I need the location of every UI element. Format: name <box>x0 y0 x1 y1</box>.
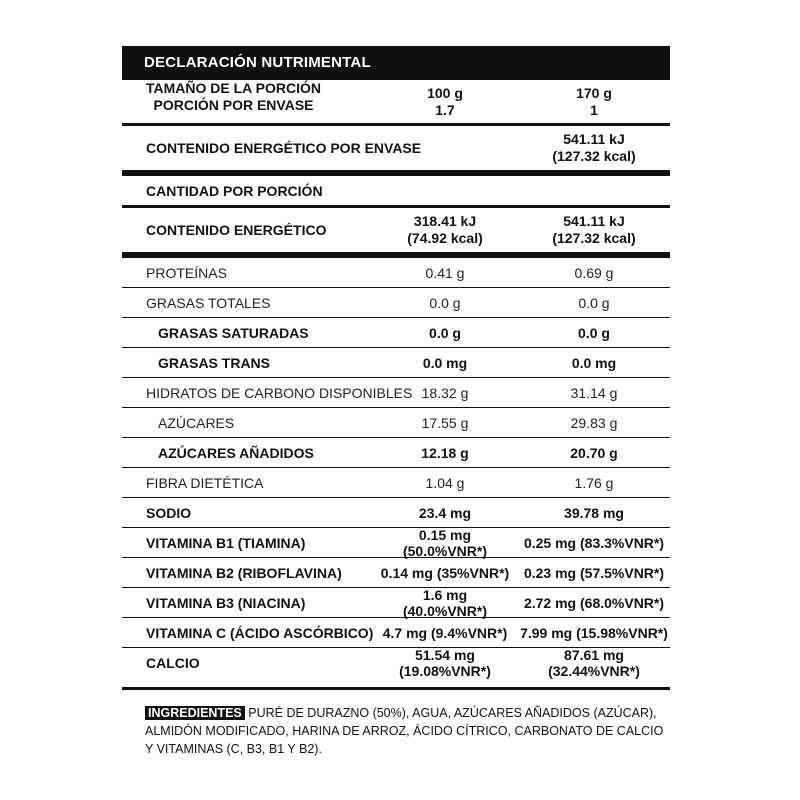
serving-count-170: 1 <box>590 101 598 118</box>
nutrient-value-100: 1.6 mg (40.0%VNR*) <box>402 586 488 619</box>
nutrient-value-100: 1.04 g <box>425 474 465 491</box>
nutrient-row-fibra <box>122 468 670 498</box>
ingredients-text: PURÉ DE DURAZNO (50%), AGUA, AZÚCARES AÑADIDOS (AZÚCAR), ALMIDÓN MODIFICADO, HARINA DE ARROZ, ÁCIDO CÍTRICO, CARBONATO DE CALCIO Y VITAMINAS (C, B3, B1 Y B2). <box>145 706 664 756</box>
nutrient-value-100: 18.32 g <box>421 384 469 401</box>
nutrient-label: GRASAS TOTALES <box>146 294 271 311</box>
nutrient-row-vitamina-b3 <box>122 588 670 618</box>
nutrient-label: AZÚCARES <box>158 414 235 431</box>
nutrient-row-grasas-saturadas <box>122 318 670 348</box>
serving-count-100: 1.7 <box>435 101 455 118</box>
nutrient-value-170: 29.83 g <box>570 414 618 431</box>
nutrient-row-vitamina-c <box>122 618 670 648</box>
nutrient-value-100: 17.55 g <box>421 414 469 431</box>
energy-kcal-170: (127.32 kcal) <box>552 230 636 246</box>
serving-row <box>122 80 670 126</box>
nutrient-value-100: 0.0 g <box>429 324 461 341</box>
nutrient-value-170: 39.78 mg <box>564 504 624 521</box>
nutrient-label: CALCIO <box>146 655 200 671</box>
nutrient-label: FIBRA DIETÉTICA <box>146 474 264 491</box>
ingredients-block <box>145 704 665 758</box>
nutrient-value-100: 0.41 g <box>425 264 465 281</box>
nutrient-value-170: 1.76 g <box>574 474 614 491</box>
nutrient-value-170: 0.69 g <box>574 264 614 281</box>
per-serving-row <box>122 176 670 208</box>
energy-kj-170: 541.11 kJ <box>563 213 625 229</box>
nutrient-value-170: 20.70 g <box>570 444 618 461</box>
serving-size-100: 100 g <box>427 84 463 101</box>
energy-kj-100: 318.41 kJ <box>413 213 477 229</box>
energy-container-row <box>122 126 670 176</box>
nutrition-table <box>122 46 670 678</box>
serving-size-label: TAMAÑO DE LA PORCIÓN <box>146 80 321 96</box>
nutrient-value-100: 0.0 mg <box>422 354 468 371</box>
nutrient-row-proteinas <box>122 258 670 288</box>
energy-container-kj: 541.11 kJ <box>563 131 625 147</box>
nutrient-label: VITAMINA B3 (NIACINA) <box>146 594 306 611</box>
nutrient-value-170: 0.0 g <box>578 294 610 311</box>
nutrient-label: SODIO <box>146 504 192 521</box>
nutrient-label: AZÚCARES AÑADIDOS <box>158 444 314 461</box>
nutrient-label: GRASAS TRANS <box>158 354 271 371</box>
nutrient-label: GRASAS SATURADAS <box>158 324 309 341</box>
nutrient-value-170: 2.72 mg (68.0%VNR*) <box>523 594 665 611</box>
nutrient-value-100: 4.7 mg (9.4%VNR*) <box>382 624 508 641</box>
nutrient-row-vitamina-b1 <box>122 528 670 558</box>
servings-per-container-label: PORCIÓN POR ENVASE <box>153 97 314 113</box>
energy-row <box>122 208 670 258</box>
energy-label: CONTENIDO ENERGÉTICO <box>146 222 327 238</box>
energy-container-kcal: (127.32 kcal) <box>552 148 636 164</box>
nutrient-value-100: 51.54 mg (19.08%VNR*) <box>399 647 491 679</box>
nutrient-row-grasas-trans <box>122 348 670 378</box>
nutrient-value-100: 0.15 mg (50.0%VNR*) <box>402 526 488 559</box>
table-bottom-rule <box>122 687 670 690</box>
nutrient-value-100: 12.18 g <box>421 444 469 461</box>
nutrient-label: VITAMINA B1 (TIAMINA) <box>146 534 306 551</box>
nutrient-row-calcio <box>122 648 670 678</box>
per-serving-label: CANTIDAD POR PORCIÓN <box>146 182 323 199</box>
nutrient-value-170: 31.14 g <box>570 384 618 401</box>
nutrient-row-hidratos <box>122 378 670 408</box>
nutrient-row-sodio <box>122 498 670 528</box>
ingredients-tag: INGREDIENTES <box>145 706 245 720</box>
nutrient-label: VITAMINA C (ÁCIDO ASCÓRBICO) <box>146 624 374 641</box>
energy-container-label: CONTENIDO ENERGÉTICO POR ENVASE <box>146 140 422 156</box>
nutrient-value-170: 0.23 mg (57.5%VNR*) <box>523 564 665 581</box>
nutrient-value-170: 0.0 mg <box>571 354 617 371</box>
nutrient-value-170: 87.61 mg (32.44%VNR*) <box>548 647 640 679</box>
table-title: DECLARACIÓN NUTRIMENTAL <box>122 46 670 80</box>
serving-size-170: 170 g <box>576 84 612 101</box>
nutrient-label: HIDRATOS DE CARBONO DISPONIBLES <box>146 384 413 401</box>
nutrient-label: PROTEÍNAS <box>146 264 227 281</box>
nutrient-row-grasas-totales <box>122 288 670 318</box>
energy-kcal-100: (74.92 kcal) <box>407 230 483 246</box>
nutrient-value-100: 0.14 mg (35%VNR*) <box>380 564 510 581</box>
nutrient-row-azucares <box>122 408 670 438</box>
nutrient-value-170: 7.99 mg (15.98%VNR*) <box>520 624 668 641</box>
nutrient-row-azucares-anadidos <box>122 438 670 468</box>
nutrient-label: VITAMINA B2 (RIBOFLAVINA) <box>146 564 342 581</box>
nutrient-value-170: 0.25 mg (83.3%VNR*) <box>523 534 665 551</box>
nutrient-value-100: 0.0 g <box>429 294 461 311</box>
nutrient-row-vitamina-b2 <box>122 558 670 588</box>
nutrient-value-170: 0.0 g <box>578 324 610 341</box>
nutrient-value-100: 23.4 mg <box>418 504 472 521</box>
